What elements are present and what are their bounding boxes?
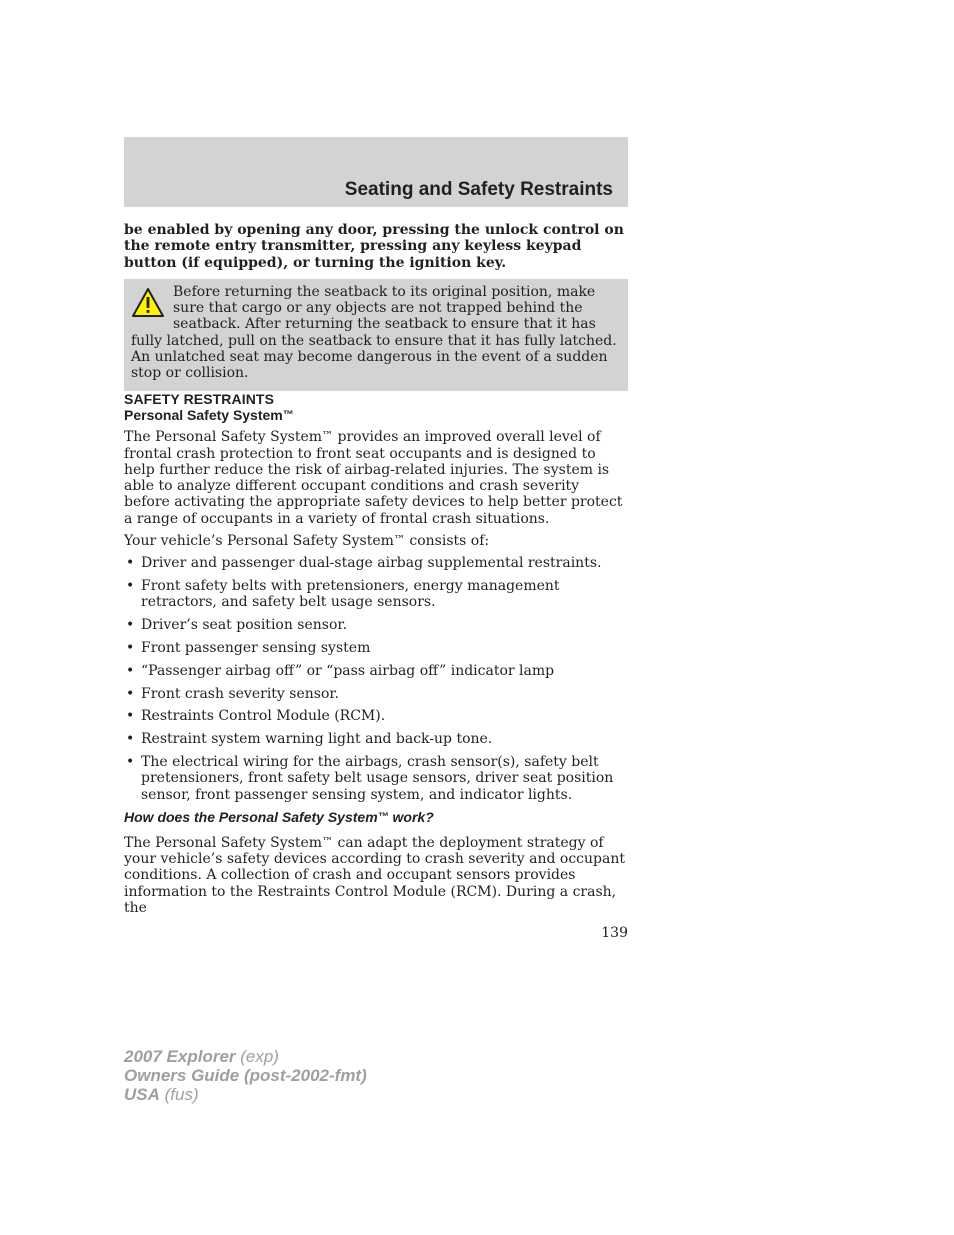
footer-model-code: (exp) bbox=[235, 1047, 279, 1066]
paragraph-consists-of bbox=[124, 532, 628, 549]
list-item: • Front crash severity sensor. bbox=[124, 686, 628, 702]
components-list bbox=[124, 555, 628, 803]
footer-region: USA bbox=[124, 1085, 160, 1104]
question-heading-end: work? bbox=[388, 809, 434, 826]
question-heading bbox=[124, 809, 628, 825]
list-item: • “Passenger airbag off” or “pass airbag off” indicator lamp bbox=[124, 663, 628, 679]
intro-paragraph: be enabled by opening any door, pressing the unlock control on the remote entry transmitter, pressing any keyless keypad button (if equipped), or turning the ignition key. bbox=[124, 222, 624, 271]
trademark-mark: ™ bbox=[282, 408, 294, 421]
list-item: • Restraint system warning light and back-up tone. bbox=[124, 731, 628, 747]
paragraph-how-it-works bbox=[124, 834, 628, 916]
footer-region-code: (fus) bbox=[159, 1085, 199, 1104]
page-content bbox=[124, 222, 628, 916]
section-heading: SAFETY RESTRAINTS bbox=[124, 390, 275, 407]
list-item: • Front safety belts with pretensioners, energy management retractors, and safety belt usage sensors. bbox=[124, 578, 628, 611]
paragraph-consists-rest: consists of: bbox=[404, 533, 490, 550]
trademark-mark: ™ bbox=[322, 429, 334, 443]
warning-text: Before returning the seatback to its original position, make sure that cargo or any objects are not trapped behind the seatback. After returning the seatback to ensure that it has fully latched, pull on the seatback to ensure that it has fully latched. An unlatched seat may become dangerous in the event of a sudden stop or collision. bbox=[131, 283, 617, 382]
paragraph-consists-start: Your vehicle’s Personal Safety System bbox=[124, 533, 394, 550]
trademark-mark: ™ bbox=[393, 533, 405, 547]
list-item: • The electrical wiring for the airbags, crash sensor(s), safety belt pretensioners, front safety belt usage sensors, driver seat position sensor, front passenger sensing system, and indicator lights. bbox=[124, 754, 628, 803]
paragraph-how-rest: can adapt the deployment strategy of your vehicle’s safety devices according to crash severity and occupant conditions. A collection of crash and occupant sensors provides information to the Restraints Control Module (RCM). During a crash, the bbox=[124, 834, 625, 916]
question-heading-start: How does the Personal Safety System bbox=[124, 809, 378, 826]
paragraph-overview-start: The Personal Safety System bbox=[124, 429, 323, 446]
trademark-mark: ™ bbox=[377, 811, 389, 824]
list-item: • Driver and passenger dual-stage airbag supplemental restraints. bbox=[124, 555, 628, 571]
warning-box bbox=[124, 279, 628, 391]
page-number: 139 bbox=[601, 925, 628, 941]
subheading-personal-safety-system bbox=[124, 407, 628, 423]
chapter-title: Seating and Safety Restraints bbox=[344, 179, 613, 200]
footer-guide: Owners Guide (post-2002-fmt) bbox=[124, 1066, 367, 1085]
footer-line-model bbox=[124, 1047, 367, 1066]
subheading-text: Personal Safety System bbox=[124, 406, 283, 423]
trademark-mark: ™ bbox=[322, 834, 334, 848]
list-item: • Restraints Control Module (RCM). bbox=[124, 708, 628, 724]
footer-model: 2007 Explorer bbox=[124, 1047, 236, 1066]
warning-triangle-icon bbox=[131, 286, 165, 320]
paragraph-overview bbox=[124, 428, 628, 527]
footer-line-region bbox=[124, 1085, 367, 1104]
document-footer bbox=[124, 1047, 367, 1104]
list-item: • Driver’s seat position sensor. bbox=[124, 617, 628, 633]
footer-line-guide bbox=[124, 1066, 367, 1085]
paragraph-overview-rest: provides an improved overall level of frontal crash protection to front seat occupants and is designed to help further reduce the risk of airbag-related injuries. The system is able to analyze different occupant conditions and crash severity before activating the appropriate safety devices to help better protect a range of occupants in a variety of frontal crash situations. bbox=[124, 429, 623, 527]
paragraph-how-start: The Personal Safety System bbox=[124, 834, 323, 851]
chapter-header-band bbox=[124, 137, 628, 207]
list-item: • Front passenger sensing system bbox=[124, 640, 628, 656]
